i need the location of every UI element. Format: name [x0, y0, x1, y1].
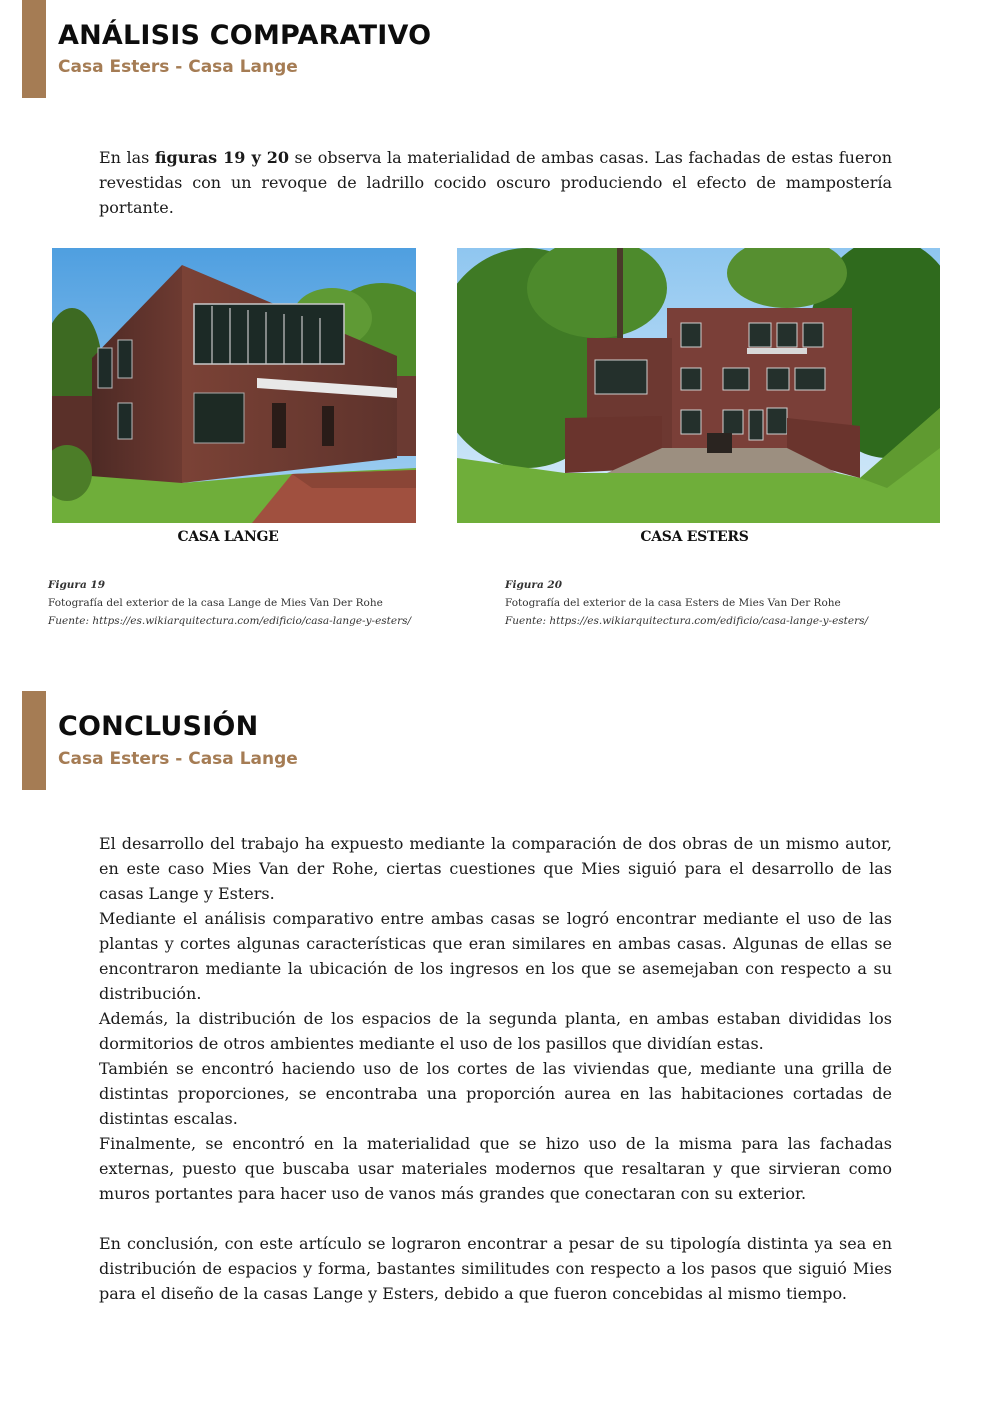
intro-paragraph: [99, 145, 892, 220]
conclusion-subtitle: Casa Esters - Casa Lange: [58, 749, 298, 769]
conclusion-paragraph: Mediante el análisis comparativo entre ambas casas se logró encontrar mediante el uso de las plantas y cortes algunas características que eran similares en ambas casas. Algunas de ellas se encontraron mediante la ubicación de los ingresos en los que se asemejaban con respecto a su distribución.: [99, 909, 892, 1003]
intro-text-end: se observa la materialidad de ambas casas. Las fachadas de estas fueron revestidas con un revoque de ladrillo cocido oscuro produciendo el efecto de mampostería portante.: [99, 148, 893, 217]
section-accent-bar: [22, 691, 46, 790]
conclusion-paragraph: También se encontró haciendo uso de los cortes de las viviendas que, mediante una grilla de distintas proporciones, se encontraba una proporción aurea en las habitaciones cortadas de distintas escalas.: [99, 1059, 892, 1128]
figure-20-number: Figura 20: [505, 579, 563, 591]
casa-esters-caption: CASA ESTERS: [640, 529, 749, 545]
section-subtitle: Casa Esters - Casa Lange: [58, 57, 298, 77]
casa-lange-photo: [52, 248, 416, 523]
conclusion-final-paragraph: En conclusión, con este artículo se lograron encontrar a pesar de su tipología distinta ya sea en distribución de espacios y forma, bastantes similitudes con respecto a los pasos que siguió Mies para el diseño de la casas Lange y Esters, debido a que fueron concebidas al mismo tiempo.: [99, 1234, 892, 1303]
conclusion-paragraph: El desarrollo del trabajo ha expuesto mediante la comparación de dos obras de un mismo autor, en este caso Mies Van der Rohe, ciertas cuestiones que Mies siguió para el desarrollo de las casas Lange y Esters.: [99, 834, 892, 903]
figure-19-note: [48, 576, 411, 630]
figure-20-source: Fuente: https://es.wikiarquitectura.com/edificio/casa-lange-y-esters/: [505, 615, 869, 627]
figure-20-note: [505, 576, 868, 630]
figure-19-number: Figura 19: [48, 579, 106, 591]
figure-20-description: Fotografía del exterior de la casa Esters de Mies Van Der Rohe: [505, 597, 841, 609]
conclusion-body: [99, 831, 892, 1306]
casa-esters-photo: [457, 248, 940, 523]
intro-text-start: En las: [99, 148, 155, 167]
section-title: ANÁLISIS COMPARATIVO: [58, 20, 432, 51]
figure-19-source: Fuente: https://es.wikiarquitectura.com/edificio/casa-lange-y-esters/: [48, 615, 412, 627]
conclusion-paragraph: Finalmente, se encontró en la materialidad que se hizo uso de la misma para las fachadas externas, puesto que buscaba usar materiales modernos que resaltaran y que sirvieran como muros portantes para hacer uso de vanos más grandes que conectaran con su exterior.: [99, 1134, 892, 1203]
conclusion-paragraph: Además, la distribución de los espacios de la segunda planta, en ambas estaban divididas los dormitorios de otros ambientes mediante el uso de los pasillos que dividían estas.: [99, 1009, 892, 1053]
figure-reference: figuras 19 y 20: [154, 148, 290, 167]
figure-19-description: Fotografía del exterior de la casa Lange de Mies Van Der Rohe: [48, 597, 383, 609]
section-accent-bar: [22, 0, 46, 98]
casa-lange-caption: CASA LANGE: [177, 529, 279, 545]
conclusion-title: CONCLUSIÓN: [58, 711, 259, 742]
